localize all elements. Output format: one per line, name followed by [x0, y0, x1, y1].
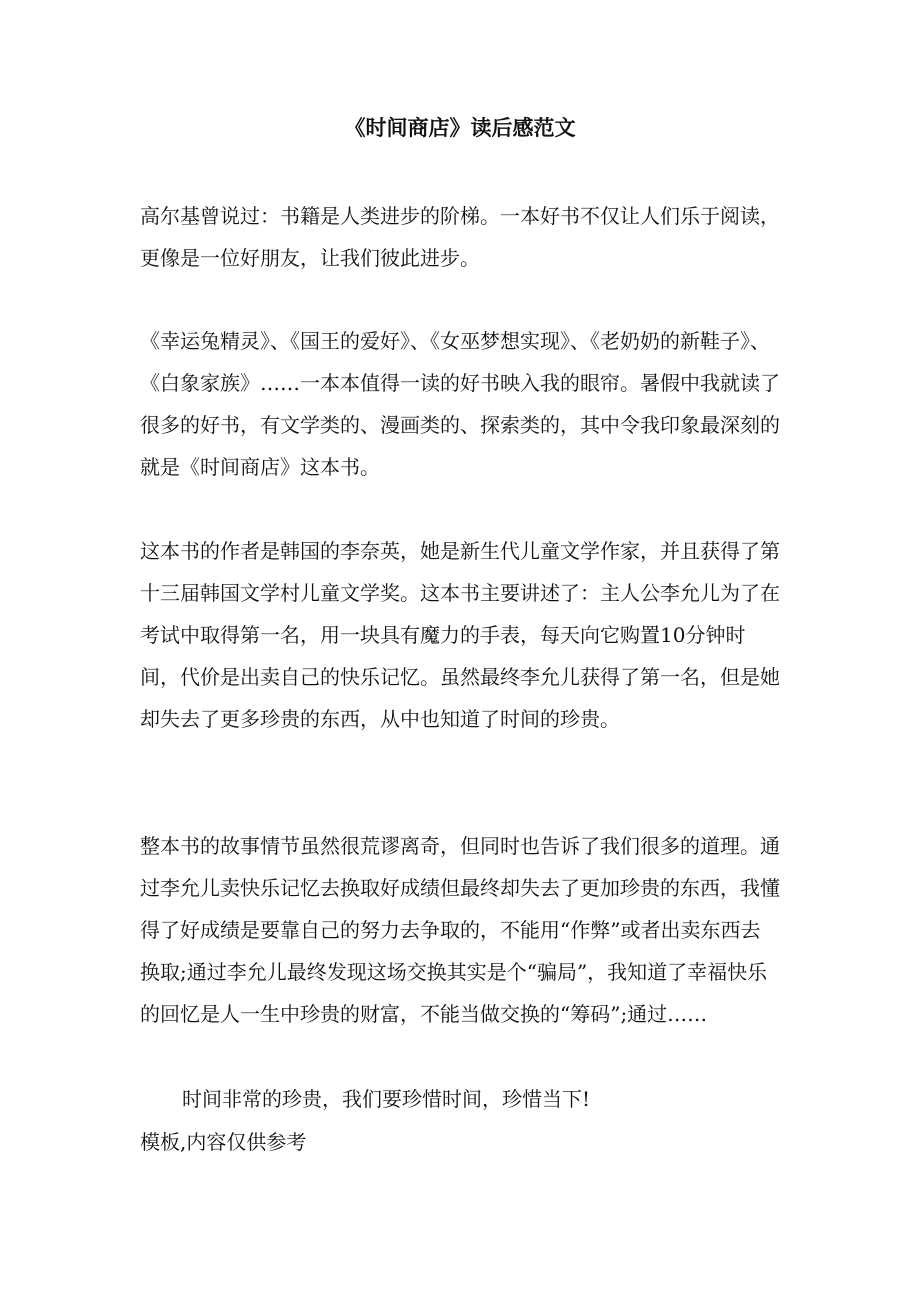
closing-sentence: 时间非常的珍贵，我们要珍惜时间，珍惜当下!: [182, 1087, 591, 1111]
paragraph-intro: 高尔基曾说过：书籍是人类进步的阶梯。一本好书不仅让人们乐于阅读，更像是一位好朋友，让我们彼此进步。: [140, 204, 780, 270]
paragraph-book-summary: 这本书的作者是韩国的李奈英，她是新生代儿童文学作家，并且获得了第十三届韩国文学村儿童文学奖。这本书主要讲述了：主人公李允儿为了在考试中取得第一名，用一块具有魔力的手表，每天向它购置10分钟时间，代价是出卖自己的快乐记忆。虽然最终李允儿获得了第一名，但是她却失去了更多珍贵的东西，从中也知道了时间的珍贵。: [140, 539, 780, 731]
paragraph-book-list: 《幸运兔精灵》、《国王的爱好》、《女巫梦想实现》、《老奶奶的新鞋子》、《白象家族》……一本本值得一读的好书映入我的眼帘。暑假中我就读了很多的好书，有文学类的、漫画类的、探索类的，其中令我印象最深刻的就是《时间商店》这本书。: [140, 329, 780, 479]
paragraph-reflection: 整本书的故事情节虽然很荒谬离奇，但同时也告诉了我们很多的道理。通过李允儿卖快乐记忆去换取好成绩但最终却失去了更加珍贵的东西，我懂得了好成绩是要靠自己的努力去争取的，不能用“作弊”或者出卖东西去换取;通过李允儿最终发现这场交换其实是个“骗局”，我知道了幸福快乐的回忆是人一生中珍贵的财富，不能当做交换的“筹码”;通过……: [140, 834, 780, 1026]
document-title: 《时间商店》读后感范文: [344, 115, 576, 140]
template-footer-note: 模板,内容仅供参考: [140, 1130, 307, 1154]
